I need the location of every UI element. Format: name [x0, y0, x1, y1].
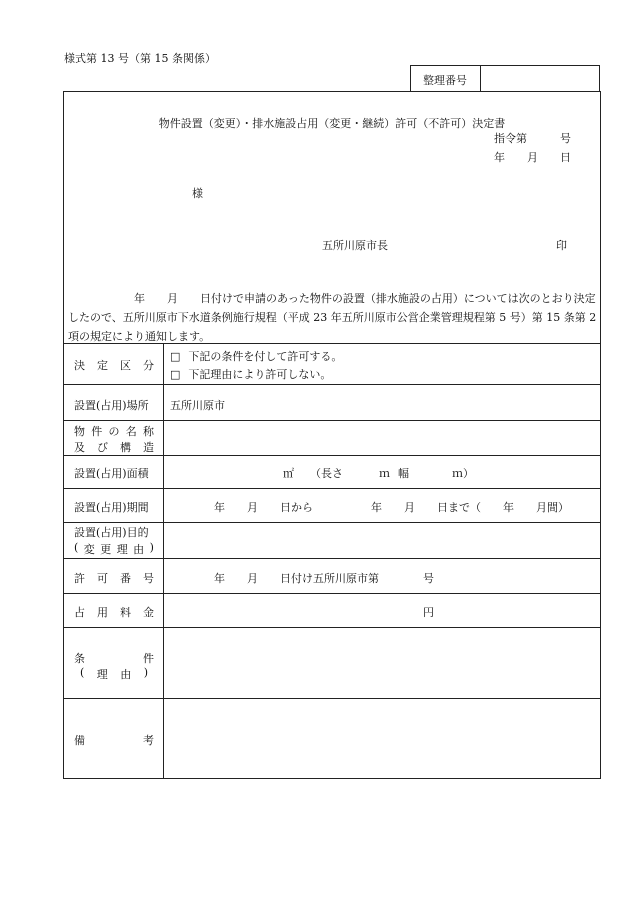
addressee-suffix: 様 [192, 187, 203, 200]
area-width-unit: ｍ） [452, 467, 474, 480]
decision-option-permit[interactable]: □ 下記の条件を付して許可する。 [170, 350, 343, 363]
location-label: 設置(占用)場所 [74, 399, 149, 412]
permit-number-value[interactable]: 年 月 日付け五所川原市第 号 [214, 572, 434, 585]
conditions-field[interactable] [166, 630, 598, 696]
form-number: 様式第 13 号（第 15 条関係） [64, 52, 216, 65]
seal-mark: 印 [556, 239, 567, 252]
object-structure-label: 及 び 構 造 [74, 441, 154, 454]
location-value[interactable]: 五所川原市 [170, 399, 225, 412]
period-to[interactable]: 年 月 日まで（ 年 月間） [371, 501, 569, 514]
purpose-label: 設置(占用)目的 [74, 526, 149, 539]
fee-label: 占 用 料 金 [74, 606, 154, 619]
notice-body-text: 年 月 日付けで申請のあった物件の設置（排水施設の占用）については次のとおり決定したので、五所川原市下水道条例施行規程（平成 23 年五所川原市公営企業管理規程第 5 号）第 15 条第 2 項の規定により通知します。 [68, 292, 597, 343]
object-name-label: 物 件 の 名 称 [74, 425, 154, 438]
issuer-name: 五所川原市長 [322, 239, 388, 252]
conditions-label: 条 件 [74, 652, 154, 665]
permit-number-label: 許 可 番 号 [74, 572, 154, 585]
area-length-unit: ｍ [379, 467, 390, 480]
decision-label: 決 定 区 分 [74, 359, 154, 372]
remarks-field[interactable] [166, 701, 598, 776]
area-length-label: （長さ [310, 467, 343, 480]
area-label: 設置(占用)面積 [74, 467, 149, 480]
document-title: 物件設置（変更）・排水施設占用（変更・継続）許可（不許可）決定書 [158, 117, 506, 130]
checkbox-icon[interactable]: □ [170, 368, 181, 381]
directive-number: 指令第 号 [494, 132, 571, 145]
period-from[interactable]: 年 月 日から [214, 501, 313, 514]
reference-number-label: 整理番号 [423, 74, 467, 87]
area-unit: ㎡ [283, 467, 294, 480]
decision-option-deny[interactable]: □ 下記理由により許可しない。 [170, 368, 332, 381]
fee-yen-unit: 円 [423, 606, 434, 619]
period-label: 設置(占用)期間 [74, 501, 149, 514]
change-reason-label: ( 変 更 理 由 ) [74, 541, 154, 556]
checkbox-icon[interactable]: □ [170, 350, 181, 363]
conditions-reason-label: ( 理 由 ) [80, 666, 148, 681]
area-width-label: 幅 [398, 467, 409, 480]
issue-date: 年 月 日 [494, 151, 571, 164]
remarks-label: 備 考 [74, 734, 154, 747]
